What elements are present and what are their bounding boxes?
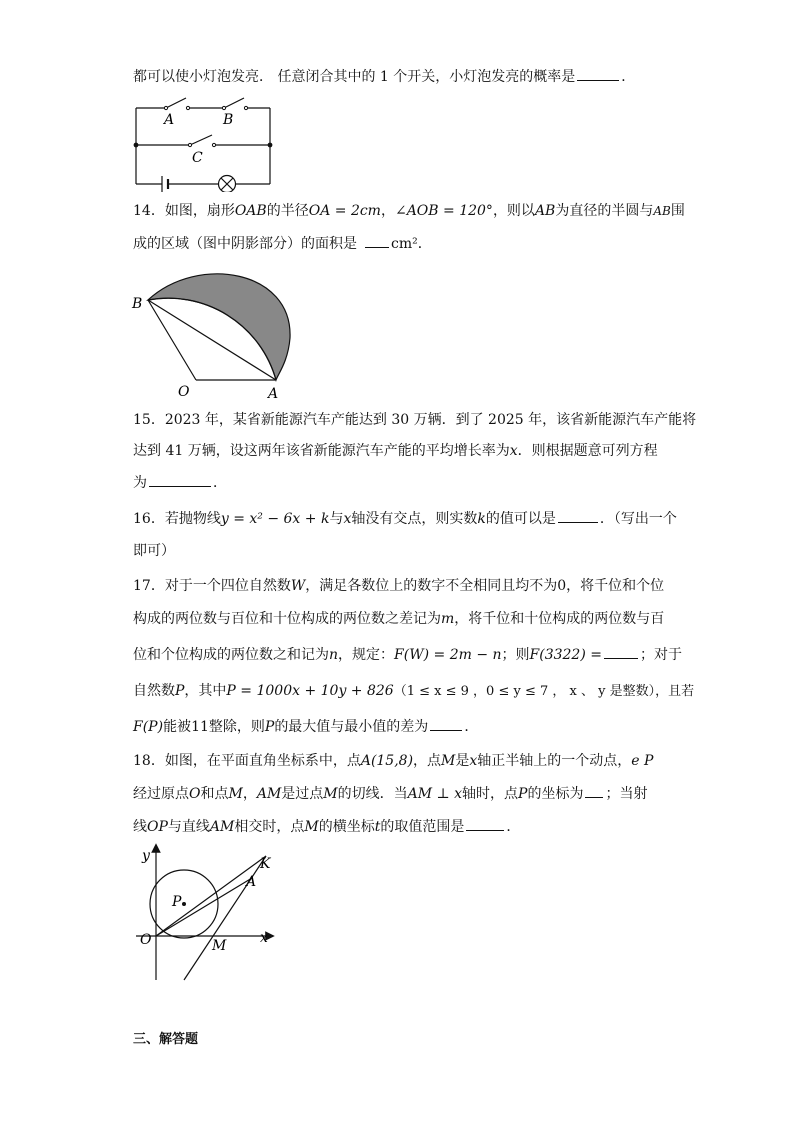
q17-math: W bbox=[290, 578, 306, 594]
q17-math: P bbox=[175, 683, 185, 699]
answer-blank-q15[interactable] bbox=[149, 472, 211, 487]
switch-label-a: A bbox=[164, 112, 175, 128]
q17-line5 bbox=[133, 716, 663, 737]
q17-math: F(P) bbox=[133, 719, 164, 735]
q14-text: 围 bbox=[670, 203, 685, 219]
q18-math: A(15,8) bbox=[360, 753, 414, 769]
q18-text: 轴时，点 bbox=[462, 786, 519, 802]
q17-text: ，满足各数位上的数字不全相同且均不为 bbox=[305, 578, 558, 594]
q18-math: x bbox=[469, 753, 478, 769]
q17-math: n bbox=[329, 647, 339, 663]
q18-text: ，点 bbox=[413, 753, 442, 769]
point-label-a: A bbox=[246, 874, 257, 890]
q14-math: AB bbox=[534, 203, 556, 219]
q18-math: M bbox=[228, 786, 243, 802]
q16-text: 16．若抛物线 bbox=[133, 511, 221, 527]
q17-text: ，规定： bbox=[338, 647, 395, 663]
q16-math: k bbox=[477, 511, 486, 527]
q17-text: ，将千位和十位构成的两位数与百 bbox=[454, 611, 665, 627]
q16-line2 bbox=[133, 541, 663, 561]
q13-text: 都可以使小灯泡发亮． 任意闭合其中的 1 个开关，小灯泡发亮的概率是 bbox=[133, 69, 576, 85]
answer-blank-q18a[interactable] bbox=[585, 783, 603, 798]
q16-text: ．（写出一个 bbox=[599, 511, 677, 527]
q18-text: ；当射 bbox=[605, 786, 648, 802]
q14-unit: cm²． bbox=[391, 236, 432, 252]
q17-line3 bbox=[133, 644, 682, 665]
q18-math: AM bbox=[209, 819, 235, 835]
q17-text: ，其中 bbox=[184, 683, 227, 699]
q17-line4 bbox=[133, 681, 695, 702]
point-label-a: A bbox=[268, 386, 279, 402]
q14-text: 14．如图，扇形 bbox=[133, 203, 235, 219]
q15-text: ．则根据题意可列方程 bbox=[517, 443, 658, 459]
q15-text: 15．2023 年，某省新能源汽车产能达到 30 万辆．到了 2025 年，该省新能源汽车产能将 bbox=[133, 412, 697, 428]
q17-text: 位和个位构成的两位数之和记为 bbox=[133, 647, 329, 663]
q15-line1 bbox=[133, 410, 697, 430]
q14-text: ， bbox=[380, 203, 395, 219]
q16-text: 的值可以是 bbox=[485, 511, 556, 527]
q18-math: P bbox=[518, 786, 528, 802]
q14-text: 为直径的半圆与 bbox=[555, 203, 654, 219]
section-heading: 三、解答题 bbox=[133, 1032, 199, 1047]
answer-blank-q17b[interactable] bbox=[430, 716, 462, 731]
answer-blank-q16[interactable] bbox=[558, 508, 598, 523]
q18-line1 bbox=[133, 751, 663, 771]
q18-text: ， bbox=[242, 786, 257, 802]
q18-math: M bbox=[304, 819, 319, 835]
q18-line3 bbox=[133, 816, 663, 837]
q16-line1 bbox=[133, 508, 677, 529]
q17-text: 的最大值与最小值的差为 bbox=[274, 719, 429, 735]
q18-text: 是过点 bbox=[281, 786, 324, 802]
q18-text: 的横坐标 bbox=[318, 819, 375, 835]
answer-blank-q14[interactable] bbox=[365, 233, 389, 248]
q14-math: ∠AOB = 120° bbox=[394, 203, 493, 219]
q16-text: 轴没有交点，则实数 bbox=[351, 511, 478, 527]
q17-line1 bbox=[133, 576, 663, 596]
q18-text: ． bbox=[506, 819, 521, 835]
q15-line3 bbox=[133, 472, 663, 493]
q17-math: m bbox=[441, 611, 455, 627]
q17-math: 11 bbox=[191, 719, 209, 735]
q14-line2 bbox=[133, 233, 663, 254]
circuit-diagram bbox=[128, 92, 278, 192]
q18-text: 相交时，点 bbox=[234, 819, 305, 835]
q16-math: x bbox=[343, 511, 352, 527]
q14-arc-symbol: AB bbox=[653, 204, 671, 218]
sector-diagram bbox=[128, 262, 298, 402]
q18-text: 线 bbox=[133, 819, 147, 835]
q17-math: F(W) = 2m − n bbox=[394, 647, 502, 663]
q17-text: 自然数 bbox=[133, 683, 175, 699]
q18-math: AM bbox=[256, 786, 282, 802]
q17-text: 整除，则 bbox=[208, 719, 265, 735]
q13-end: ． bbox=[621, 69, 636, 85]
q18-math: e P bbox=[631, 753, 654, 769]
q18-line2 bbox=[133, 783, 663, 804]
q17-math: F(3322) = bbox=[529, 647, 602, 663]
q16-text: 与 bbox=[329, 511, 344, 527]
q17-text: ；对于 bbox=[639, 647, 682, 663]
q18-text: 轴正半轴上的一个动点， bbox=[477, 753, 632, 769]
origin-label-o: O bbox=[140, 932, 152, 948]
q17-text: 能被 bbox=[163, 719, 192, 735]
q18-math: t bbox=[374, 819, 381, 835]
q17-line2 bbox=[133, 609, 663, 629]
q18-text: 的坐标为 bbox=[527, 786, 584, 802]
q16-equation: y = x² − 6x + k bbox=[220, 511, 330, 527]
q14-math: OA = 2cm bbox=[308, 203, 381, 219]
q13-line1 bbox=[133, 66, 663, 87]
q17-text: 17．对于一个四位自然数 bbox=[133, 578, 291, 594]
q18-text: 的切线．当 bbox=[337, 786, 408, 802]
point-label-p: P bbox=[172, 894, 182, 910]
point-label-m: M bbox=[212, 938, 227, 954]
q15-text: ． bbox=[213, 475, 227, 491]
q18-math: M bbox=[323, 786, 338, 802]
q18-text: 和点 bbox=[200, 786, 229, 802]
q15-math: x bbox=[509, 443, 518, 459]
q17-text: ；则 bbox=[501, 647, 530, 663]
point-label-o: O bbox=[178, 384, 190, 400]
q17-text: 构成的两位数与百位和十位构成的两位数之差记为 bbox=[133, 611, 441, 627]
answer-blank-q13[interactable] bbox=[577, 66, 619, 81]
point-label-b: B bbox=[132, 296, 143, 312]
q17-equation: P = 1000x + 10y + 826 bbox=[226, 683, 394, 699]
switch-label-c: C bbox=[192, 150, 203, 166]
answer-blank-q17a[interactable] bbox=[604, 644, 638, 659]
q18-text: 的取值范围是 bbox=[380, 819, 465, 835]
q15-text: 达到 41 万辆，设这两年该省新能源汽车产能的平均增长率为 bbox=[133, 443, 510, 459]
axis-label-y: y bbox=[142, 848, 150, 864]
q18-text: 经过原点 bbox=[133, 786, 189, 802]
q18-math: AM ⊥ x bbox=[407, 786, 463, 802]
q14-text: ，则以 bbox=[492, 203, 535, 219]
axis-label-x: x bbox=[260, 930, 268, 946]
q17-text: ，将千位和个位 bbox=[566, 578, 665, 594]
q15-text: 为 bbox=[133, 475, 147, 491]
q18-math: M bbox=[441, 753, 456, 769]
q15-line2 bbox=[133, 441, 663, 461]
q18-math: O bbox=[189, 786, 201, 802]
answer-blank-q18b[interactable] bbox=[466, 816, 504, 831]
q18-text: 18．如图，在平面直角坐标系中，点 bbox=[133, 753, 361, 769]
q14-text: 成的区域（图中阴影部分）的面积是 bbox=[133, 236, 357, 252]
q17-text: ． bbox=[464, 719, 479, 735]
q17-math: 0 bbox=[557, 578, 567, 594]
coordinate-diagram bbox=[130, 842, 290, 982]
q17-text: （1 ≤ x ≤ 9 ，0 ≤ y ≤ 7 ， x 、 y 是整数），且若 bbox=[393, 684, 695, 699]
q14-line1 bbox=[133, 201, 685, 221]
switch-label-b: B bbox=[223, 112, 234, 128]
point-label-k: K bbox=[260, 856, 271, 872]
q14-math: OAB bbox=[234, 203, 267, 219]
q18-text: 是 bbox=[455, 753, 470, 769]
q18-math: OP bbox=[147, 819, 168, 835]
q18-text: 与直线 bbox=[167, 819, 210, 835]
q14-text: 的半径 bbox=[266, 203, 309, 219]
q16-text: 即可） bbox=[133, 543, 175, 559]
q17-math: P bbox=[264, 719, 275, 735]
